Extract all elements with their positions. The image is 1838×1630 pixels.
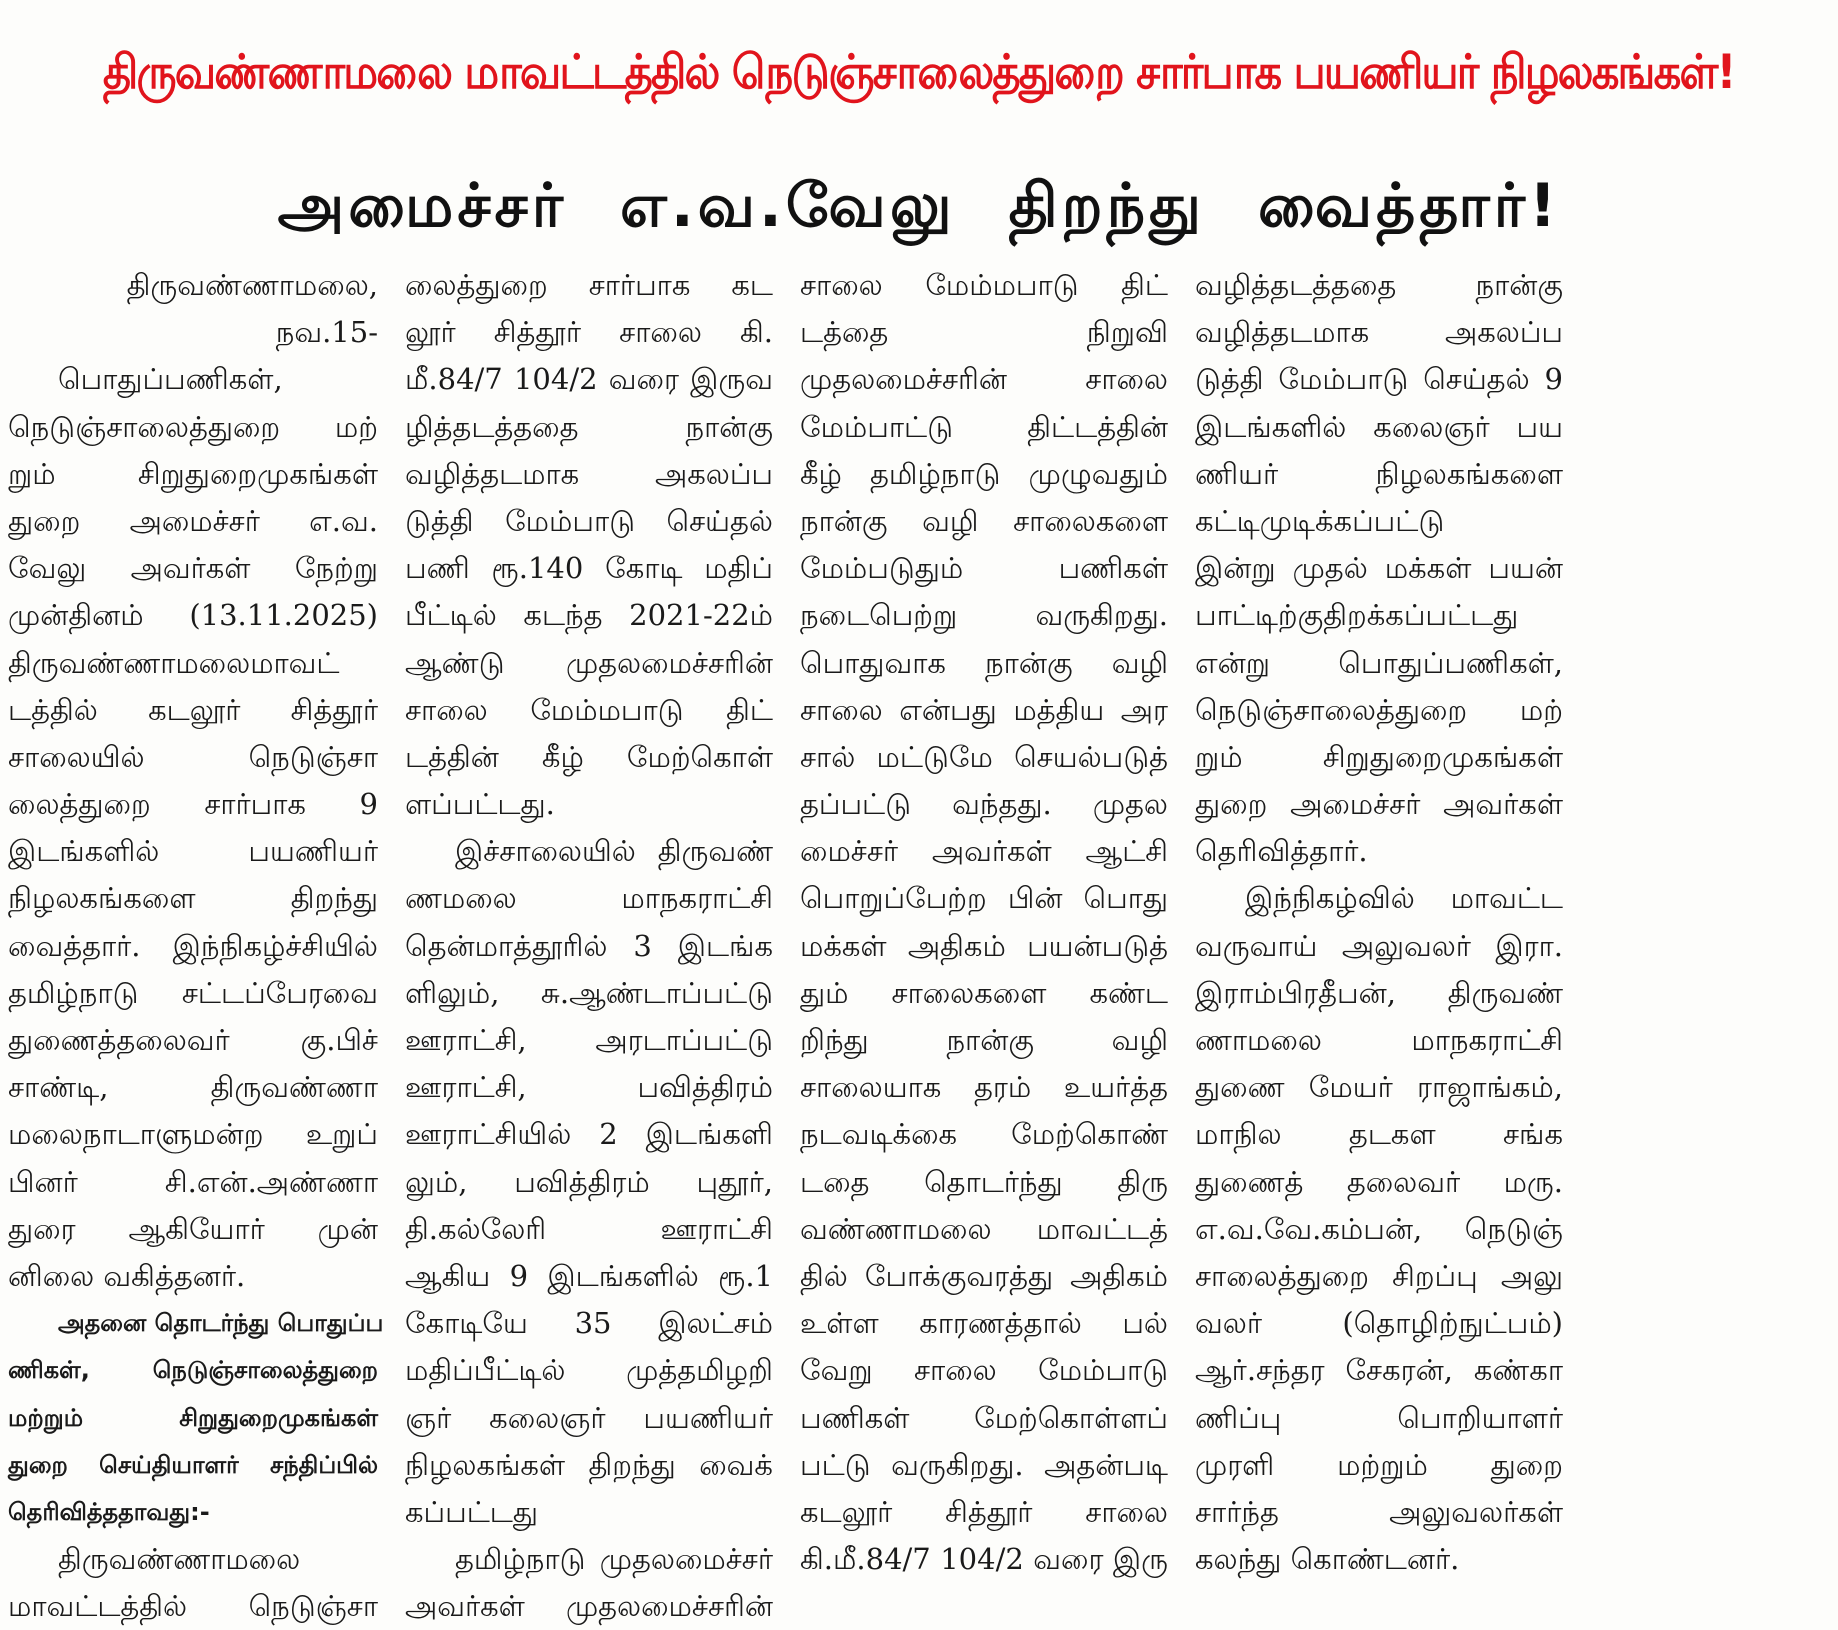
article-line: சால் மட்டுமே செயல்படுத் xyxy=(800,739,1168,774)
article-line: முன்தினம் (13.11.2025) xyxy=(8,598,378,633)
article-line: வழித்தடமாக அகலப்ப xyxy=(1195,315,1563,350)
article-line: ணியர் நிழலகங்களை xyxy=(1195,456,1563,491)
article-line: தெரிவித்ததாவது:- xyxy=(8,1497,210,1526)
article-line: சாலை என்பது மத்திய அர xyxy=(800,692,1168,727)
article-line: பீட்டில் கடந்த 2021-22ம் xyxy=(405,598,773,633)
article-line: துணைத்தலைவர் கு.பிச் xyxy=(8,1023,378,1057)
article-line: ணமலை மாநகராட்சி xyxy=(405,881,773,916)
article-line: முரளி மற்றும் துறை xyxy=(1195,1447,1563,1482)
article-line: கீழ் தமிழ்நாடு முழுவதும் xyxy=(800,456,1168,491)
article-line: பணிகள் மேற்கொள்ளப் xyxy=(800,1400,1168,1435)
article-line: னிலை வகித்தனர். xyxy=(8,1258,246,1293)
article-line: டுத்தி மேம்பாடு செய்தல் 9 xyxy=(1195,362,1563,397)
article-line: ஊராட்சி, பவித்திரம் xyxy=(405,1070,773,1105)
article-line: சாலையில் நெடுஞ்சா xyxy=(8,739,378,774)
article-line: நவ.15- xyxy=(275,315,378,350)
article-line: சாலை மேம்மபாடு திட் xyxy=(800,268,1168,302)
article-line: தமிழ்நாடு சட்டப்பேரவை xyxy=(8,975,378,1010)
article-line: டத்தில் கடலூர் சித்தூர் xyxy=(8,692,378,727)
article-line: பட்டு வருகிறது. அதன்படி xyxy=(800,1447,1168,1482)
article-line: பணி ரூ.140 கோடி மதிப் xyxy=(405,551,773,586)
article-line: மலைநாடாளுமன்ற உறுப் xyxy=(8,1117,378,1152)
article-line: இடங்களில் பயணியர் xyxy=(8,834,378,869)
article-line: சாலைத்துறை சிறப்பு அலு xyxy=(1195,1258,1563,1293)
article-line: வருவாய் அலுவலர் இரா. xyxy=(1195,928,1563,963)
subheadline-text: அமைச்சர் எ.வ.வேலு திறந்து வைத்தார்! xyxy=(277,171,1561,241)
article-line: நிழலகங்களை திறந்து xyxy=(8,881,378,916)
article-line: டத்தின் கீழ் மேற்கொள் xyxy=(405,739,773,774)
article-line: ணிப்பு பொறியாளர் xyxy=(1195,1400,1563,1435)
article-line: தி.கல்லேரி ஊராட்சி xyxy=(405,1211,773,1246)
article-line: றும் சிறுதுறைமுகங்கள் xyxy=(1195,739,1563,774)
article-line: துறை செய்தியாளர் சந்திப்பில் xyxy=(8,1450,378,1479)
article-line: லும், பவித்திரம் புதூர், xyxy=(405,1164,773,1199)
article-line: பினர் சி.என்.அண்ணா xyxy=(8,1164,378,1199)
article-line: மாநில தடகள சங்க xyxy=(1195,1117,1563,1152)
article-line: ழித்தடத்ததை நான்கு xyxy=(405,409,773,444)
article-line: றும் சிறுதுறைமுகங்கள் xyxy=(8,456,378,491)
headline-text: திருவண்ணாமலை மாவட்டத்தில் நெடுஞ்சாலைத்துறை சார்பாக பயணியர் நிழலகங்கள்! xyxy=(103,44,1735,100)
article-line: ஞர் கலைஞர் பயணியர் xyxy=(405,1400,773,1435)
article-line: நிழலகங்கள் திறந்து வைக் xyxy=(405,1447,773,1482)
article-line: ஊராட்சியில் 2 இடங்களி xyxy=(405,1117,773,1152)
article-line: மைச்சர் அவர்கள் ஆட்சி xyxy=(800,834,1168,869)
article-line: முதலமைச்சரின் சாலை xyxy=(800,362,1168,397)
article-line: பொதுப்பணிகள், xyxy=(58,362,283,397)
article-line: மற்றும் சிறுதுறைமுகங்கள் xyxy=(8,1403,378,1432)
article-line: ணாமலை மாநகராட்சி xyxy=(1195,1023,1563,1057)
article-line: மீ.84/7 104/2 வரை இருவ xyxy=(405,362,773,397)
article-columns xyxy=(0,262,1838,1624)
article-line: சாண்டி, திருவண்ணா xyxy=(8,1070,378,1105)
article-line: தும் சாலைகளை கண்ட xyxy=(800,975,1168,1010)
article-line: கப்பட்டது xyxy=(405,1494,539,1529)
article-line: வைத்தார். இந்நிகழ்ச்சியில் xyxy=(8,928,378,963)
article-line: திருவண்ணாமலைமாவட் xyxy=(8,645,340,680)
article-line: லைத்துறை சார்பாக 9 xyxy=(8,787,378,822)
article-line: ளப்பட்டது. xyxy=(405,787,555,822)
article-line: கடலூர் சித்தூர் சாலை xyxy=(800,1494,1168,1529)
article-line: ணிகள், நெடுஞ்சாலைத்துறை xyxy=(8,1356,378,1385)
article-line: லூர் சித்தூர் சாலை கி. xyxy=(405,315,773,350)
article-line: இராம்பிரதீபன், திருவண் xyxy=(1195,975,1563,1010)
article-line: நெடுஞ்சாலைத்துறை மற் xyxy=(8,409,378,444)
article-line: பொதுவாக நான்கு வழி xyxy=(800,645,1168,680)
article-line: துணைத் தலைவர் மரு. xyxy=(1195,1164,1563,1199)
article-line: சார்ந்த அலுவலர்கள் xyxy=(1195,1494,1563,1529)
article-line: வழித்தடத்ததை நான்கு xyxy=(1195,268,1563,302)
article-line: என்று பொதுப்பணிகள், xyxy=(1195,645,1563,680)
article-line: றிந்து நான்கு வழி xyxy=(800,1023,1168,1057)
article-line: மதிப்பீட்டில் முத்தமிழறி xyxy=(405,1353,773,1388)
headline xyxy=(0,0,1838,150)
article-line: லைத்துறை சார்பாக கட xyxy=(405,268,773,302)
article-line: துறை அமைச்சர் எ.வ. xyxy=(8,503,378,538)
article-line: தெரிவித்தார். xyxy=(1195,834,1368,869)
article-line: கி.மீ.84/7 104/2 வரை இரு xyxy=(800,1542,1168,1577)
article-line: மேம்பாட்டு திட்டத்தின் xyxy=(800,409,1168,444)
article-line: ஆண்டு முதலமைச்சரின் xyxy=(405,645,773,680)
article-line: வேறு சாலை மேம்பாடு xyxy=(800,1353,1168,1388)
article-line: துரை ஆகியோர் முன் xyxy=(8,1211,378,1246)
article-line: கலந்து கொண்டனர். xyxy=(1195,1542,1460,1577)
article-line: உள்ள காரணத்தால் பல் xyxy=(800,1306,1168,1341)
article-column-4 xyxy=(1195,262,1563,1594)
article-line: சாலை மேம்மபாடு திட் xyxy=(405,692,773,727)
article-line: பொறுப்பேற்ற பின் பொது xyxy=(800,881,1168,916)
article-line: டதை தொடர்ந்து திரு xyxy=(800,1164,1168,1199)
article-line: இன்று முதல் மக்கள் பயன் xyxy=(1195,551,1563,586)
article-line: தமிழ்நாடு முதலமைச்சர் xyxy=(455,1542,773,1577)
article-line: ஆர்.சந்தர சேகரன், கண்கா xyxy=(1195,1353,1563,1388)
article-line: சாலையாக தரம் உயர்த்த xyxy=(800,1070,1168,1105)
article-line: நடவடிக்கை மேற்கொண் xyxy=(800,1117,1168,1152)
article-line: இடங்களில் கலைஞர் பய xyxy=(1195,409,1563,444)
article-line: ளிலும், சு.ஆண்டாப்பட்டு xyxy=(405,975,773,1010)
article-line: பாட்டிற்குதிறக்கப்பட்டது xyxy=(1195,598,1519,633)
article-line: இந்நிகழ்வில் மாவட்ட xyxy=(1245,881,1563,916)
article-line: டத்தை நிறுவி xyxy=(800,315,1168,350)
article-line: அவர்கள் முதலமைச்சரின் xyxy=(405,1589,773,1624)
article-line: தில் போக்குவரத்து அதிகம் xyxy=(800,1258,1168,1293)
article-column-2 xyxy=(405,262,773,1624)
article-line: நான்கு வழி சாலைகளை xyxy=(800,503,1168,538)
article-line: ஊராட்சி, அரடாப்பட்டு xyxy=(405,1023,773,1057)
article-line: அதனை தொடர்ந்து பொதுப்ப xyxy=(58,1309,384,1338)
press-statement-intro xyxy=(8,1300,384,1536)
article-line: துறை அமைச்சர் அவர்கள் xyxy=(1195,787,1563,822)
article-line: டுத்தி மேம்பாடு செய்தல் xyxy=(405,503,773,538)
article-line: துணை மேயர் ராஜாங்கம், xyxy=(1195,1070,1563,1105)
article-line: கோடியே 35 இலட்சம் xyxy=(405,1306,773,1341)
article-line: வலர் (தொழிற்நுட்பம்) xyxy=(1195,1306,1563,1341)
article-line: நடைபெற்று வருகிறது. xyxy=(800,598,1168,633)
article-line: மேம்படுதும் பணிகள் xyxy=(800,551,1168,586)
article-line: மக்கள் அதிகம் பயன்படுத் xyxy=(800,928,1168,963)
article-line: வண்ணாமலை மாவட்டத் xyxy=(800,1211,1168,1246)
article-line: மாவட்டத்தில் நெடுஞ்சா xyxy=(8,1589,378,1624)
article-line: வழித்தடமாக அகலப்ப xyxy=(405,456,773,491)
article-line: இச்சாலையில் திருவண் xyxy=(455,834,773,869)
subheadline xyxy=(0,160,1838,260)
article-line: ஆகிய 9 இடங்களில் ரூ.1 xyxy=(405,1258,773,1293)
article-line: நெடுஞ்சாலைத்துறை மற் xyxy=(1195,692,1563,727)
article-line: கட்டிமுடிக்கப்பட்டு xyxy=(1195,503,1445,538)
article-line: எ.வ.வே.கம்பன், நெடுஞ் xyxy=(1195,1211,1563,1246)
article-line: தென்மாத்தூரில் 3 இடங்க xyxy=(405,928,773,963)
article-line: வேலு அவர்கள் நேற்று xyxy=(8,551,378,586)
article-line: தப்பட்டு வந்தது. முதல xyxy=(800,787,1168,822)
article-column-1 xyxy=(8,262,384,1624)
article-column-3 xyxy=(800,262,1168,1594)
article-line: திருவண்ணாமலை, xyxy=(126,268,378,302)
article-line: திருவண்ணாமலை xyxy=(58,1542,301,1577)
